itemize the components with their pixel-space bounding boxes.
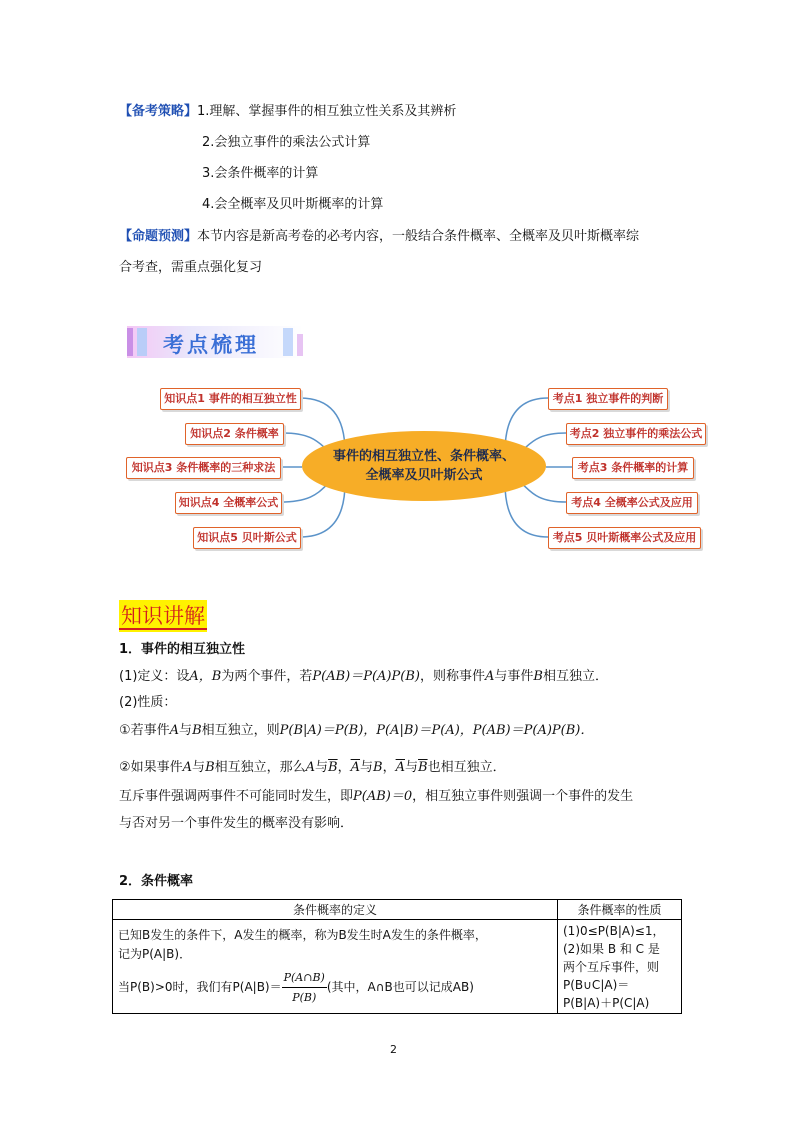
p2-var-a: A bbox=[182, 760, 193, 775]
p2-var-a2: A bbox=[305, 760, 316, 775]
def-text-a: (1)定义：设 bbox=[119, 669, 190, 684]
def-fraction bbox=[282, 968, 327, 1007]
def-text-d: 与事件 bbox=[494, 669, 534, 684]
mindmap-node-right-1: 考点1 独立事件的判断 bbox=[548, 388, 668, 410]
p2-var-b2: B bbox=[373, 760, 383, 775]
prop-line-5: P(B|A)＋P(C|A) bbox=[563, 996, 650, 1010]
banner-title: 考点梳理 bbox=[163, 333, 259, 357]
p2-text-b: 与 bbox=[192, 760, 206, 775]
p1-formula: P(B|A)＝P(B)，P(A|B)＝P(A)，P(AB)＝P(A)P(B)． bbox=[279, 723, 594, 738]
section-2-title: 2．条件概率 bbox=[119, 874, 194, 889]
prediction-text-1: 本节内容是新高考卷的必考内容，一般结合条件概率、全概率及贝叶斯概率综 bbox=[197, 229, 640, 244]
mutex-text-a: 互斥事件强调两事件不可能同时发生，即 bbox=[119, 789, 354, 804]
def-line-3b: (其中，A∩B也可以记成AB) bbox=[326, 980, 474, 994]
p2-abar-2: $\overline{A}$ bbox=[395, 760, 405, 775]
mindmap-node-right-3: 考点3 条件概率的计算 bbox=[572, 457, 694, 479]
def-line-1: 已知B发生的条件下，A发生的概率，称为B发生时A发生的条件概率， bbox=[118, 928, 487, 942]
p2-bbar-1: $\overline{B}$ bbox=[328, 760, 338, 775]
mindmap-node-right-4: 考点4 全概率公式及应用 bbox=[566, 492, 698, 514]
connector-right-4 bbox=[520, 482, 566, 502]
prop-line-1: (1)0≤P(B|A)≤1， bbox=[563, 924, 665, 938]
p2-bbar-2: $\overline{B}$ bbox=[418, 760, 428, 775]
prop-line-4: P(B∪C|A)＝ bbox=[563, 978, 630, 992]
def-var-ab: A，B bbox=[189, 669, 222, 684]
s1-property-2 bbox=[119, 759, 506, 777]
table-cell-definition bbox=[113, 920, 558, 1014]
p1-text-c: 相互独立，则 bbox=[201, 723, 280, 738]
strategy-item-4: 4.会全概率及贝叶斯概率的计算 bbox=[202, 197, 384, 212]
def-text-c: ，则称事件 bbox=[419, 669, 485, 684]
p2-text-e: 也相互独立． bbox=[427, 760, 506, 775]
p2-comma-2: ， bbox=[382, 760, 396, 775]
conditional-probability-table bbox=[112, 899, 682, 1014]
mindmap-node-left-5: 知识点5 贝叶斯公式 bbox=[193, 527, 301, 549]
s1-property-label: (2)性质： bbox=[119, 695, 177, 710]
table-row bbox=[113, 920, 682, 1014]
page-number: 2 bbox=[390, 1043, 397, 1056]
mindmap-node-left-4: 知识点4 全概率公式 bbox=[175, 492, 282, 514]
def-text-b: 为两个事件，若 bbox=[221, 669, 313, 684]
mutex-formula: P(AB)＝0 bbox=[353, 789, 413, 804]
p1-text-b: 与 bbox=[179, 723, 193, 738]
def-fraction-denominator: P(B) bbox=[292, 991, 317, 1004]
p2-and-2: 与 bbox=[360, 760, 374, 775]
mindmap-node-right-5: 考点5 贝叶斯概率公式及应用 bbox=[548, 527, 701, 549]
mindmap-node-left-2: 知识点2 条件概率 bbox=[185, 423, 284, 445]
table-header-property: 条件概率的性质 bbox=[558, 900, 682, 920]
prop-line-2: (2)如果 B 和 C 是 bbox=[563, 942, 660, 956]
prop-line-3: 两个互斥事件，则 bbox=[563, 960, 660, 974]
center-line-1: 事件的相互独立性、条件概率、 bbox=[332, 449, 515, 464]
def-formula: P(AB)＝P(A)P(B) bbox=[312, 669, 420, 684]
p1-var-a: A bbox=[169, 723, 180, 738]
center-line-2: 全概率及贝叶斯公式 bbox=[365, 468, 483, 483]
s1-property-1 bbox=[119, 722, 593, 740]
mindmap-node-left-3: 知识点3 条件概率的三种求法 bbox=[126, 457, 281, 479]
mutex-text-b: ，相互独立事件则强调一个事件的发生 bbox=[412, 789, 634, 804]
def-fraction-numerator: P(A∩B) bbox=[282, 968, 327, 988]
p2-and-3: 与 bbox=[405, 760, 419, 775]
p2-text-a: ②如果事件 bbox=[119, 760, 183, 775]
p2-comma-1: ， bbox=[337, 760, 351, 775]
strategy-item-2: 2.会独立事件的乘法公式计算 bbox=[202, 135, 371, 150]
table-cell-property bbox=[558, 920, 682, 1014]
strategy-item-3: 3.会条件概率的计算 bbox=[202, 166, 319, 181]
p2-text-c: 相互独立，那么 bbox=[214, 760, 306, 775]
strategy-item-1: 1.理解、掌握事件的相互独立性关系及其辨析 bbox=[197, 104, 457, 119]
def-var-a: A bbox=[484, 669, 495, 684]
p1-var-b: B bbox=[192, 723, 202, 738]
p1-text-a: ①若事件 bbox=[119, 723, 170, 738]
prediction-tag: 【命题预测】 bbox=[119, 229, 198, 244]
prediction-text-2: 合考查，需重点强化复习 bbox=[119, 260, 263, 275]
mindmap-node-left-1: 知识点1 事件的相互独立性 bbox=[160, 388, 301, 410]
table-header-definition: 条件概率的定义 bbox=[113, 900, 558, 920]
p2-abar-1: $\overline{A}$ bbox=[350, 760, 361, 775]
def-text-e: 相互独立． bbox=[542, 669, 608, 684]
def-line-3a: 当P(B)>0时，我们有P(A|B)＝ bbox=[118, 980, 282, 994]
section-1-title: 1．事件的相互独立性 bbox=[119, 642, 246, 657]
p2-var-b: B bbox=[205, 760, 215, 775]
def-line-2: 记为P(A|B)． bbox=[118, 947, 192, 961]
def-line-3 bbox=[118, 968, 552, 1007]
strategy-tag: 【备考策略】 bbox=[119, 104, 198, 119]
def-var-b: B bbox=[533, 669, 543, 684]
knowledge-title: 知识讲解 bbox=[119, 600, 207, 632]
knowledge-title-underline bbox=[119, 628, 207, 630]
mindmap-center bbox=[302, 431, 546, 501]
s1-definition bbox=[119, 668, 608, 686]
mutex-line-2: 与否对另一个事件发生的概率没有影响． bbox=[119, 816, 354, 831]
mindmap-node-right-2: 考点2 独立事件的乘法公式 bbox=[566, 423, 706, 445]
connector-right-5 bbox=[505, 483, 548, 537]
p2-and-1: 与 bbox=[315, 760, 329, 775]
mutex-line-1 bbox=[119, 788, 633, 806]
table-header-row bbox=[113, 900, 682, 920]
